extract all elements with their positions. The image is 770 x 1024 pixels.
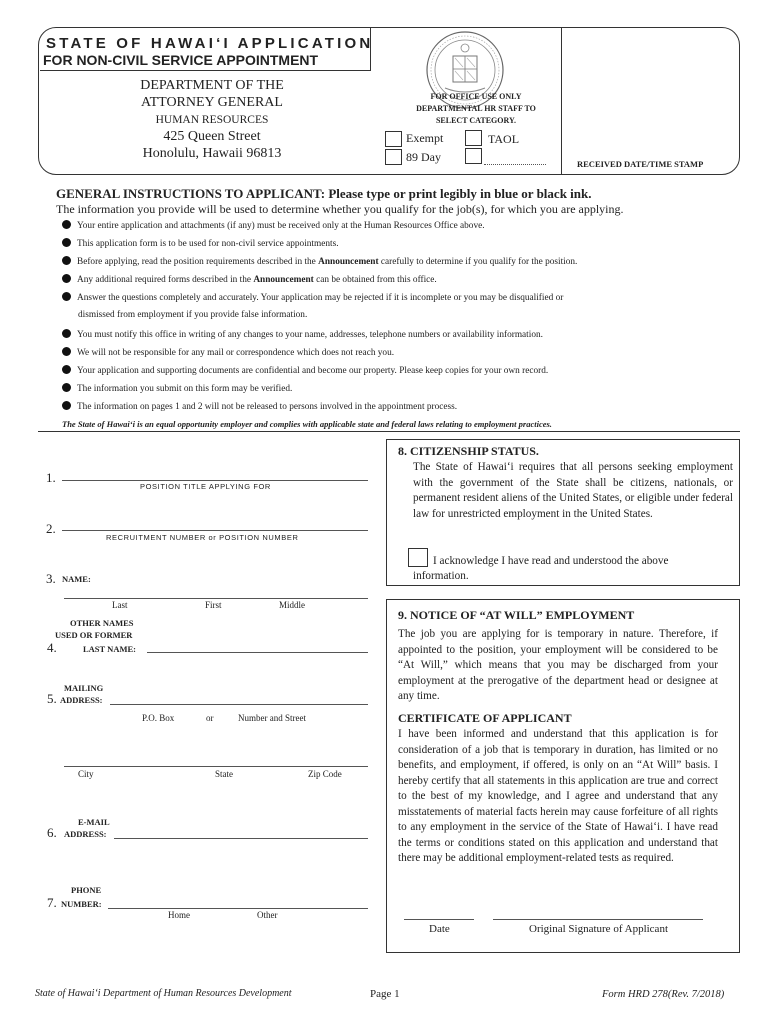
instruction-bullet <box>62 238 339 250</box>
street-address-input[interactable] <box>110 704 368 705</box>
recruitment-number-input[interactable] <box>62 530 368 531</box>
89-day-label: 89 Day <box>406 150 441 164</box>
page-number: Page 1 <box>370 988 400 1000</box>
instruction-text: This application form is to be used for non-civil service appointments. <box>77 239 339 249</box>
other-category-checkbox[interactable] <box>465 148 482 164</box>
signature-caption: Original Signature of Applicant <box>529 923 668 935</box>
po-box-caption: P.O. Box <box>142 713 175 723</box>
other-category-line[interactable] <box>484 164 546 165</box>
dept-name-line2: ATTORNEY GENERAL <box>141 95 283 110</box>
office-note-line1: FOR OFFICE USE ONLY <box>430 92 522 101</box>
instruction-bullet <box>62 274 437 286</box>
phone-label-line2: NUMBER: <box>61 899 102 909</box>
bullet-icon <box>62 220 71 229</box>
last-name-caption: Last <box>112 600 128 610</box>
equal-opportunity-statement: The State of Hawai‘i is an equal opportunity employer and complies with applicable state and federal laws relating to employment practices. <box>62 419 552 429</box>
city-state-zip-input[interactable] <box>64 766 368 767</box>
instruction-bullet <box>62 292 563 304</box>
instruction-text: carefully to determine if you qualify for the position. <box>378 257 578 267</box>
dept-name-line1: DEPARTMENT OF THE <box>140 78 284 93</box>
bullet-icon <box>62 329 71 338</box>
bullet-icon <box>62 238 71 247</box>
instructions-subheading: The information you provide will be used to determine whether you qualify for the job(s), for which you are applying. <box>56 202 624 216</box>
zip-code-caption: Zip Code <box>308 769 342 779</box>
name-label: NAME: <box>62 574 91 584</box>
instruction-bullet <box>62 220 485 232</box>
name-input[interactable] <box>64 598 368 599</box>
email-label-line1: E-MAIL <box>78 817 110 827</box>
instruction-bullet <box>62 256 577 268</box>
position-title-input[interactable] <box>62 480 368 481</box>
field-4-number: 4. <box>47 640 57 655</box>
city-caption: City <box>78 769 94 779</box>
announcement-bold: Announcement <box>318 257 379 267</box>
instruction-text: Before applying, read the position requirements described in the <box>77 257 319 267</box>
instruction-text: Answer the questions completely and accurately. Your application may be rejected if it is incomplete or you may be disqualified or <box>77 293 564 303</box>
position-title-caption: POSITION TITLE APPLYING FOR <box>140 482 271 491</box>
instruction-text: Any additional required forms described in the <box>77 275 254 285</box>
bullet-icon <box>62 365 71 374</box>
form-title-line1: STATE OF HAWAI‘I APPLICATION <box>46 35 374 52</box>
at-will-text: The job you are applying for is temporary in nature. Therefore, if appointed to the position, your employment will be considered to be “At Will,” which means that you may be discharged from your employment at the prerogative of the department head or designee at any time. <box>398 628 718 702</box>
taol-checkbox[interactable] <box>465 130 482 146</box>
date-caption: Date <box>429 923 450 935</box>
citizenship-ack-checkbox[interactable] <box>408 548 428 567</box>
form-number: Form HRD 278(Rev. 7/2018) <box>602 989 725 1000</box>
field-6-number: 6. <box>47 825 57 840</box>
bullet-icon <box>62 383 71 392</box>
title-divider <box>40 70 370 71</box>
field-1-number: 1. <box>46 470 56 485</box>
phone-input[interactable] <box>108 908 368 909</box>
mailing-address-label-line2: ADDRESS: <box>60 695 103 705</box>
instruction-text: Your application and supporting documents are confidential and become our property. Please keep copies for your own record. <box>77 366 549 376</box>
field-7-number: 7. <box>47 895 57 910</box>
bullet-icon <box>62 347 71 356</box>
dept-name-line3: HUMAN RESOURCES <box>155 114 269 126</box>
citizenship-title: 8. CITIZENSHIP STATUS. <box>398 444 539 458</box>
announcement-bold: Announcement <box>253 275 314 285</box>
instructions-heading: GENERAL INSTRUCTIONS TO APPLICANT: Please type or print legibly in blue or black ink. <box>56 186 592 201</box>
other-names-label-line3: LAST NAME: <box>83 644 136 654</box>
home-phone-caption: Home <box>168 910 190 920</box>
office-note-line2: DEPARTMENTAL HR STAFF TO <box>416 104 536 113</box>
instruction-text: can be obtained from this office. <box>313 275 437 285</box>
exempt-checkbox[interactable] <box>385 131 402 147</box>
instruction-bullet <box>62 329 543 341</box>
citizenship-text: The State of Hawai‘i requires that all persons seeking employment with the government of the State shall be citizens, nationals, or permanent resident aliens of the United States, or eligible under federal law for unrestricted employment in the United States. <box>413 461 733 520</box>
address-line2: Honolulu, Hawaii 96813 <box>142 146 282 161</box>
exempt-label: Exempt <box>406 131 444 145</box>
email-input[interactable] <box>114 838 368 839</box>
taol-label: TAOL <box>488 132 520 146</box>
instruction-text-continued: dismissed from employment if you provide false information. <box>78 310 308 320</box>
bullet-icon <box>62 401 71 410</box>
instruction-bullet <box>62 383 292 395</box>
number-street-caption: Number and Street <box>238 713 306 723</box>
address-line1: 425 Queen Street <box>163 129 261 144</box>
recruitment-number-caption: RECRUITMENT NUMBER or POSITION NUMBER <box>106 533 299 542</box>
instruction-bullet <box>62 347 394 359</box>
date-input[interactable] <box>404 919 474 920</box>
other-names-label-line2: USED OR FORMER <box>55 630 133 640</box>
middle-name-caption: Middle <box>279 600 305 610</box>
state-caption: State <box>215 769 233 779</box>
89-day-checkbox[interactable] <box>385 149 402 165</box>
citizenship-ack-line2: information. <box>413 570 469 582</box>
certificate-text: I have been informed and understand that this application is for consideration of a job that is temporary in duration, has limited or no benefits, and employment, if offered, is only on an “At Will” basis. I hereby certify that all statements in this application are true and correct to the best of my knowledge, and I agree and understand that any misstatements of material facts herein may cause forfeiture of all rights to any employment in the service of the State of Hawai‘i. I have read the terms or conditions stated on this application and understand that there may be additional employment-related tests as required. <box>398 728 718 864</box>
section-divider <box>38 431 740 432</box>
mailing-address-label-line1: MAILING <box>64 683 104 693</box>
or-caption: or <box>206 713 214 723</box>
instruction-text: The information you submit on this form may be verified. <box>77 384 293 394</box>
received-stamp-label: RECEIVED DATE/TIME STAMP <box>577 159 704 169</box>
office-use-note <box>386 91 566 127</box>
signature-input[interactable] <box>493 919 703 920</box>
instruction-text: The information on pages 1 and 2 will not be released to persons involved in the appointment process. <box>77 402 458 412</box>
footer-department: State of Hawai‘i Department of Human Resources Development <box>35 988 292 999</box>
other-phone-caption: Other <box>257 910 278 920</box>
citizenship-ack-line1: I acknowledge I have read and understood the above <box>433 555 669 567</box>
at-will-title: 9. NOTICE OF “AT WILL” EMPLOYMENT <box>398 608 635 622</box>
certificate-title: CERTIFICATE OF APPLICANT <box>398 711 572 725</box>
instruction-text: Your entire application and attachments (if any) must be received only at the Human Resources Office above. <box>77 221 485 231</box>
other-names-input[interactable] <box>147 652 368 653</box>
instruction-text: We will not be responsible for any mail or correspondence which does not reach you. <box>77 348 395 358</box>
field-3-number: 3. <box>46 571 56 586</box>
other-names-label-line1: OTHER NAMES <box>70 618 134 628</box>
bullet-icon <box>62 292 71 301</box>
first-name-caption: First <box>205 600 222 610</box>
stamp-divider <box>561 27 562 175</box>
instruction-bullet <box>62 401 457 413</box>
instruction-bullet <box>62 365 548 377</box>
title-divider-vertical <box>370 27 371 71</box>
form-title-line2: FOR NON-CIVIL SERVICE APPOINTMENT <box>43 52 319 68</box>
field-5-number: 5. <box>47 691 57 706</box>
instruction-text: You must notify this office in writing of any changes to your name, addresses, telephone numbers or availability information. <box>77 330 543 340</box>
office-note-line3: SELECT CATEGORY. <box>435 116 517 125</box>
bullet-icon <box>62 256 71 265</box>
phone-label-line1: PHONE <box>71 885 102 895</box>
field-2-number: 2. <box>46 521 56 536</box>
bullet-icon <box>62 274 71 283</box>
email-label-line2: ADDRESS: <box>64 829 107 839</box>
